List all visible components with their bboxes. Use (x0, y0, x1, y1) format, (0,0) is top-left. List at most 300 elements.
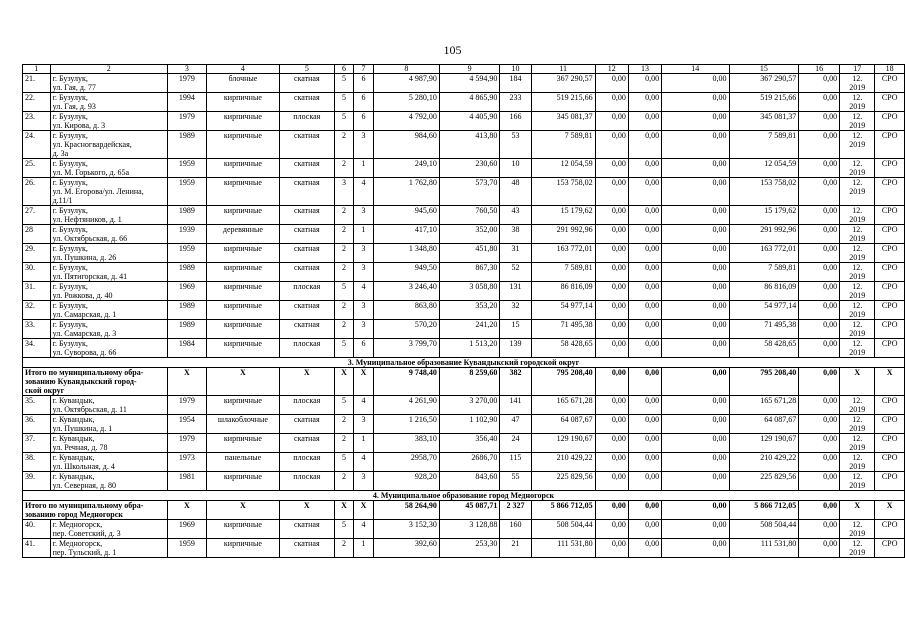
living-area-cell: 573,70 (439, 178, 499, 206)
living-area-cell: 760,50 (439, 206, 499, 225)
page-number: 105 (443, 43, 462, 57)
column-number: 12 (595, 65, 628, 74)
row-number: 33. (23, 320, 51, 339)
roof-type-cell: скатная (279, 434, 334, 453)
total-area-cell: 249,10 (373, 159, 439, 178)
cell-line: 2019 (849, 215, 866, 224)
cell-line: г. Бузулук, (52, 225, 88, 234)
cost-col12-cell: 0,00 (595, 339, 628, 358)
total-area-cell: 945,60 (373, 206, 439, 225)
cell-line: 2019 (849, 329, 866, 338)
total-area-cell: 4 792,00 (373, 112, 439, 131)
floors-cell: 2 (334, 539, 354, 558)
entrances-cell: 6 (354, 74, 374, 93)
row-number: 23. (23, 112, 51, 131)
cost-col16-cell: 0,00 (799, 472, 840, 491)
wall-material-cell: кирпичные (206, 339, 279, 358)
cost-col16-cell: 0,00 (799, 263, 840, 282)
entrances-cell: 1 (354, 225, 374, 244)
floors-cell: X (334, 501, 354, 520)
table-row (23, 339, 905, 358)
entrances-cell: 4 (354, 396, 374, 415)
cost-total-cell: 163 772,01 (531, 244, 595, 263)
cell-line: г. Бузулук, (52, 244, 88, 253)
cost-col12-cell: 0,00 (595, 520, 628, 539)
table-row (23, 520, 905, 539)
cost-col15-cell: 86 816,09 (729, 282, 799, 301)
cell-line: ул. Речная, д. 78 (52, 443, 108, 452)
residents-cell: 53 (500, 131, 531, 159)
cell-line: 12. (852, 339, 863, 348)
year-cell: X (167, 368, 206, 396)
cost-col16-cell: 0,00 (799, 453, 840, 472)
table-row (23, 453, 905, 472)
cell-line: ской округ (25, 386, 65, 395)
living-area-cell: 253,30 (439, 539, 499, 558)
entrances-cell: 1 (354, 434, 374, 453)
table-row (23, 159, 905, 178)
cell-line: г. Медногорск, (52, 520, 103, 529)
cost-col16-cell: 0,00 (799, 301, 840, 320)
table-row (23, 320, 905, 339)
repair-method-cell: СРО (875, 178, 905, 206)
wall-material-cell: кирпичные (206, 159, 279, 178)
deadline-cell (840, 434, 875, 453)
cost-col13-cell: 0,00 (628, 501, 661, 520)
repair-method-cell: СРО (875, 159, 905, 178)
residents-cell: 382 (500, 368, 531, 396)
cost-col13-cell: 0,00 (628, 434, 661, 453)
cost-col16-cell: 0,00 (799, 396, 840, 415)
wall-material-cell: кирпичные (206, 93, 279, 112)
cost-col14-cell: 0,00 (662, 93, 729, 112)
cell-line: г. Бузулук, (52, 301, 88, 310)
housing-repair-table (22, 64, 905, 558)
floors-cell: 3 (334, 178, 354, 206)
column-number: 4 (206, 65, 279, 74)
cell-line: 12. (852, 131, 863, 140)
cell-line: 12. (852, 472, 863, 481)
cost-col13-cell: 0,00 (628, 301, 661, 320)
cell-line: ул. Пушкина, д. 26 (52, 253, 117, 262)
floors-cell: 5 (334, 112, 354, 131)
cell-line: 2019 (849, 83, 866, 92)
cost-col16-cell: 0,00 (799, 112, 840, 131)
wall-material-cell: кирпичные (206, 301, 279, 320)
cost-col15-cell: 5 866 712,05 (729, 501, 799, 520)
total-area-cell: 2958,70 (373, 453, 439, 472)
deadline-cell (840, 159, 875, 178)
cost-col14-cell: 0,00 (662, 131, 729, 159)
wall-material-cell: кирпичные (206, 131, 279, 159)
table-row (23, 396, 905, 415)
living-area-cell: 230,60 (439, 159, 499, 178)
cell-line: 2019 (849, 529, 866, 538)
cell-line: г. Бузулук, (52, 74, 88, 83)
cost-col16-cell: 0,00 (799, 339, 840, 358)
cell-line: 12. (852, 244, 863, 253)
total-area-cell: 928,20 (373, 472, 439, 491)
total-area-cell: 5 280,10 (373, 93, 439, 112)
floors-cell: 2 (334, 415, 354, 434)
wall-material-cell: кирпичные (206, 263, 279, 282)
cell-line: 12. (852, 396, 863, 405)
cost-col13-cell: 0,00 (628, 93, 661, 112)
year-cell: 1959 (167, 539, 206, 558)
deadline-cell (840, 520, 875, 539)
residents-cell: 166 (500, 112, 531, 131)
cost-col16-cell: 0,00 (799, 520, 840, 539)
table-row (23, 434, 905, 453)
cell-line: 2019 (849, 548, 866, 557)
subtotal-label (23, 501, 168, 520)
cell-line: Итого по муниципальному обра- (25, 501, 144, 510)
wall-material-cell: X (206, 368, 279, 396)
cost-col14-cell: 0,00 (662, 263, 729, 282)
repair-method-cell: СРО (875, 282, 905, 301)
address-cell (50, 396, 167, 415)
row-number: 29. (23, 244, 51, 263)
cell-line: г. Кувандык, (52, 453, 95, 462)
wall-material-cell: кирпичные (206, 244, 279, 263)
cell-line: ул. Пятигорская, д. 41 (52, 272, 128, 281)
year-cell: 1959 (167, 244, 206, 263)
cost-col12-cell: 0,00 (595, 368, 628, 396)
repair-method-cell: СРО (875, 225, 905, 244)
cost-total-cell: 71 495,38 (531, 320, 595, 339)
address-cell (50, 539, 167, 558)
cost-col13-cell: 0,00 (628, 282, 661, 301)
row-number: 39. (23, 472, 51, 491)
cost-col16-cell: 0,00 (799, 320, 840, 339)
roof-type-cell: плоская (279, 112, 334, 131)
wall-material-cell: блочные (206, 74, 279, 93)
living-area-cell: 353,20 (439, 301, 499, 320)
repair-method-cell: СРО (875, 74, 905, 93)
cost-col15-cell: 345 081,37 (729, 112, 799, 131)
cell-line: 12. (852, 415, 863, 424)
cost-total-cell: 58 428,65 (531, 339, 595, 358)
cost-col14-cell: 0,00 (662, 244, 729, 263)
residents-cell: 115 (500, 453, 531, 472)
cell-line: 12. (852, 453, 863, 462)
floors-cell: 2 (334, 472, 354, 491)
cost-col13-cell: 0,00 (628, 368, 661, 396)
address-cell (50, 520, 167, 539)
roof-type-cell: плоская (279, 282, 334, 301)
roof-type-cell: скатная (279, 206, 334, 225)
column-number-row (23, 65, 905, 74)
wall-material-cell: X (206, 501, 279, 520)
deadline-cell (840, 263, 875, 282)
table-row (23, 206, 905, 225)
cost-total-cell: 153 758,02 (531, 178, 595, 206)
floors-cell: 2 (334, 301, 354, 320)
roof-type-cell: скатная (279, 74, 334, 93)
cell-line: 2019 (849, 405, 866, 414)
cost-col15-cell: 508 504,44 (729, 520, 799, 539)
cost-col12-cell: 0,00 (595, 434, 628, 453)
cost-col12-cell: 0,00 (595, 225, 628, 244)
cost-col12-cell: 0,00 (595, 320, 628, 339)
table-row (23, 131, 905, 159)
repair-method-cell: СРО (875, 263, 905, 282)
cost-col13-cell: 0,00 (628, 453, 661, 472)
cost-total-cell: 795 208,40 (531, 368, 595, 396)
deadline-cell (840, 282, 875, 301)
cost-col16-cell: 0,00 (799, 206, 840, 225)
deadline-cell (840, 415, 875, 434)
repair-method-cell: СРО (875, 434, 905, 453)
cost-col13-cell: 0,00 (628, 206, 661, 225)
address-cell (50, 282, 167, 301)
cost-total-cell: 7 589,81 (531, 263, 595, 282)
year-cell: 1989 (167, 301, 206, 320)
total-area-cell: 392,60 (373, 539, 439, 558)
year-cell: 1973 (167, 453, 206, 472)
cost-total-cell: 165 671,28 (531, 396, 595, 415)
column-number: 2 (50, 65, 167, 74)
column-number: 13 (628, 65, 661, 74)
cost-col15-cell: 163 772,01 (729, 244, 799, 263)
roof-type-cell: скатная (279, 415, 334, 434)
cost-col16-cell: 0,00 (799, 434, 840, 453)
cost-col13-cell: 0,00 (628, 178, 661, 206)
cell-line: г. Медногорск, (52, 539, 103, 548)
cost-col12-cell: 0,00 (595, 159, 628, 178)
roof-type-cell: скатная (279, 301, 334, 320)
roof-type-cell: скатная (279, 225, 334, 244)
cost-col13-cell: 0,00 (628, 539, 661, 558)
cost-col12-cell: 0,00 (595, 501, 628, 520)
cost-col16-cell: 0,00 (799, 415, 840, 434)
address-cell (50, 131, 167, 159)
cost-col14-cell: 0,00 (662, 472, 729, 491)
repair-method-cell: СРО (875, 93, 905, 112)
year-cell: 1979 (167, 74, 206, 93)
entrances-cell: 3 (354, 244, 374, 263)
cell-line: г. Бузулук, (52, 159, 88, 168)
repair-method-cell: СРО (875, 453, 905, 472)
entrances-cell: X (354, 501, 374, 520)
living-area-cell: 241,20 (439, 320, 499, 339)
year-cell: 1989 (167, 320, 206, 339)
wall-material-cell: кирпичные (206, 520, 279, 539)
entrances-cell: 6 (354, 93, 374, 112)
cost-col15-cell: 291 992,96 (729, 225, 799, 244)
row-number: 32. (23, 301, 51, 320)
floors-cell: 2 (334, 159, 354, 178)
residents-cell: 139 (500, 339, 531, 358)
cost-total-cell: 508 504,44 (531, 520, 595, 539)
year-cell: 1981 (167, 472, 206, 491)
cost-col15-cell: 519 215,66 (729, 93, 799, 112)
residents-cell: 233 (500, 93, 531, 112)
table-row (23, 539, 905, 558)
roof-type-cell: скатная (279, 131, 334, 159)
total-area-cell: 1 216,50 (373, 415, 439, 434)
cost-col13-cell: 0,00 (628, 339, 661, 358)
column-number: 3 (167, 65, 206, 74)
cost-col12-cell: 0,00 (595, 131, 628, 159)
table-body (23, 65, 905, 558)
column-number: 9 (439, 65, 499, 74)
cell-line: г. Кувандык, (52, 472, 95, 481)
cost-col14-cell: 0,00 (662, 415, 729, 434)
cell-line: 2019 (849, 121, 866, 130)
cell-line: ул. Пушкина, д. 1 (52, 424, 113, 433)
cost-col12-cell: 0,00 (595, 93, 628, 112)
cell-line: 2019 (849, 443, 866, 452)
entrances-cell: 6 (354, 112, 374, 131)
wall-material-cell: кирпичные (206, 112, 279, 131)
cell-line: ул. Самарская, д. 1 (52, 310, 117, 319)
cost-col13-cell: 0,00 (628, 263, 661, 282)
deadline-cell (840, 206, 875, 225)
wall-material-cell: кирпичные (206, 396, 279, 415)
deadline-cell (840, 244, 875, 263)
deadline-cell (840, 539, 875, 558)
cell-line: Итого по муниципальному обра- (25, 368, 144, 377)
cost-col15-cell: 58 428,65 (729, 339, 799, 358)
residents-cell: 47 (500, 415, 531, 434)
entrances-cell: 1 (354, 159, 374, 178)
cell-line: 12. (852, 178, 863, 187)
cell-line: 12. (852, 539, 863, 548)
column-number: 1 (23, 65, 51, 74)
cell-line: ул. Октябрьская, д. 66 (52, 234, 128, 243)
cost-col16-cell: 0,00 (799, 368, 840, 396)
repair-method-cell: X (875, 501, 905, 520)
residents-cell: 21 (500, 539, 531, 558)
cell-line: 12. (852, 282, 863, 291)
wall-material-cell: шлакоблочные (206, 415, 279, 434)
cost-col14-cell: 0,00 (662, 434, 729, 453)
cost-total-cell: 111 531,80 (531, 539, 595, 558)
entrances-cell: 4 (354, 520, 374, 539)
cost-col14-cell: 0,00 (662, 396, 729, 415)
year-cell: 1959 (167, 178, 206, 206)
cost-total-cell: 225 829,56 (531, 472, 595, 491)
cost-col14-cell: 0,00 (662, 339, 729, 358)
cell-line: ул. Рожкова, д. 40 (52, 291, 113, 300)
cell-line: г. Кувандык, (52, 396, 95, 405)
cost-col16-cell: 0,00 (799, 282, 840, 301)
roof-type-cell: скатная (279, 244, 334, 263)
cell-line: 2019 (849, 310, 866, 319)
cost-col12-cell: 0,00 (595, 539, 628, 558)
cost-col14-cell: 0,00 (662, 539, 729, 558)
entrances-cell: 3 (354, 263, 374, 282)
cell-line: 2019 (849, 272, 866, 281)
repair-method-cell: СРО (875, 244, 905, 263)
floors-cell: 5 (334, 93, 354, 112)
cell-line: зованию Кувандыкский город- (25, 377, 137, 386)
total-area-cell: 570,20 (373, 320, 439, 339)
cell-line: г. Кувандык, (52, 434, 95, 443)
deadline-cell (840, 112, 875, 131)
living-area-cell: 4 865,90 (439, 93, 499, 112)
cost-col16-cell: 0,00 (799, 225, 840, 244)
cell-line: г. Бузулук, (52, 339, 88, 348)
total-area-cell: 1 348,80 (373, 244, 439, 263)
entrances-cell: 3 (354, 472, 374, 491)
cost-col15-cell: 15 179,62 (729, 206, 799, 225)
deadline-cell: X (840, 368, 875, 396)
address-cell (50, 263, 167, 282)
residents-cell: 52 (500, 263, 531, 282)
living-area-cell: 352,00 (439, 225, 499, 244)
cost-col12-cell: 0,00 (595, 74, 628, 93)
cost-col14-cell: 0,00 (662, 282, 729, 301)
cost-col12-cell: 0,00 (595, 206, 628, 225)
cost-total-cell: 367 290,57 (531, 74, 595, 93)
wall-material-cell: кирпичные (206, 434, 279, 453)
address-cell (50, 178, 167, 206)
deadline-cell (840, 396, 875, 415)
cell-line: пер. Советский, д. 3 (52, 529, 121, 538)
cost-col14-cell: 0,00 (662, 225, 729, 244)
cost-total-cell: 345 081,37 (531, 112, 595, 131)
cost-col15-cell: 54 977,14 (729, 301, 799, 320)
residents-cell: 43 (500, 206, 531, 225)
living-area-cell: 45 087,71 (439, 501, 499, 520)
cost-col16-cell: 0,00 (799, 74, 840, 93)
residents-cell: 2 327 (500, 501, 531, 520)
total-area-cell: 383,10 (373, 434, 439, 453)
cell-line: ул. Красногвардейская, (52, 140, 132, 149)
floors-cell: 2 (334, 263, 354, 282)
roof-type-cell: скатная (279, 93, 334, 112)
column-number: 11 (531, 65, 595, 74)
column-number: 6 (334, 65, 354, 74)
section-heading-row (23, 491, 905, 501)
address-cell (50, 244, 167, 263)
subtotal-row (23, 501, 905, 520)
deadline-cell (840, 93, 875, 112)
year-cell: 1989 (167, 131, 206, 159)
total-area-cell: 4 987,90 (373, 74, 439, 93)
cost-total-cell: 519 215,66 (531, 93, 595, 112)
cost-col12-cell: 0,00 (595, 282, 628, 301)
deadline-cell (840, 225, 875, 244)
cost-col16-cell: 0,00 (799, 178, 840, 206)
floors-cell: 2 (334, 131, 354, 159)
cost-col13-cell: 0,00 (628, 244, 661, 263)
cell-line: д.11/1 (52, 196, 73, 205)
roof-type-cell: скатная (279, 539, 334, 558)
table-row (23, 415, 905, 434)
cost-col12-cell: 0,00 (595, 244, 628, 263)
living-area-cell: 843,60 (439, 472, 499, 491)
cost-total-cell: 129 190,67 (531, 434, 595, 453)
subtotal-row (23, 368, 905, 396)
floors-cell: 2 (334, 225, 354, 244)
entrances-cell: 3 (354, 415, 374, 434)
roof-type-cell: скатная (279, 159, 334, 178)
deadline-cell (840, 301, 875, 320)
row-number: 37. (23, 434, 51, 453)
cell-line: 2019 (849, 234, 866, 243)
row-number: 21. (23, 74, 51, 93)
total-area-cell: 58 264,90 (373, 501, 439, 520)
cell-line: 2019 (849, 187, 866, 196)
cell-line: г. Бузулук, (52, 206, 88, 215)
row-number: 35. (23, 396, 51, 415)
deadline-cell (840, 74, 875, 93)
year-cell: 1954 (167, 415, 206, 434)
living-area-cell: 1 102,90 (439, 415, 499, 434)
